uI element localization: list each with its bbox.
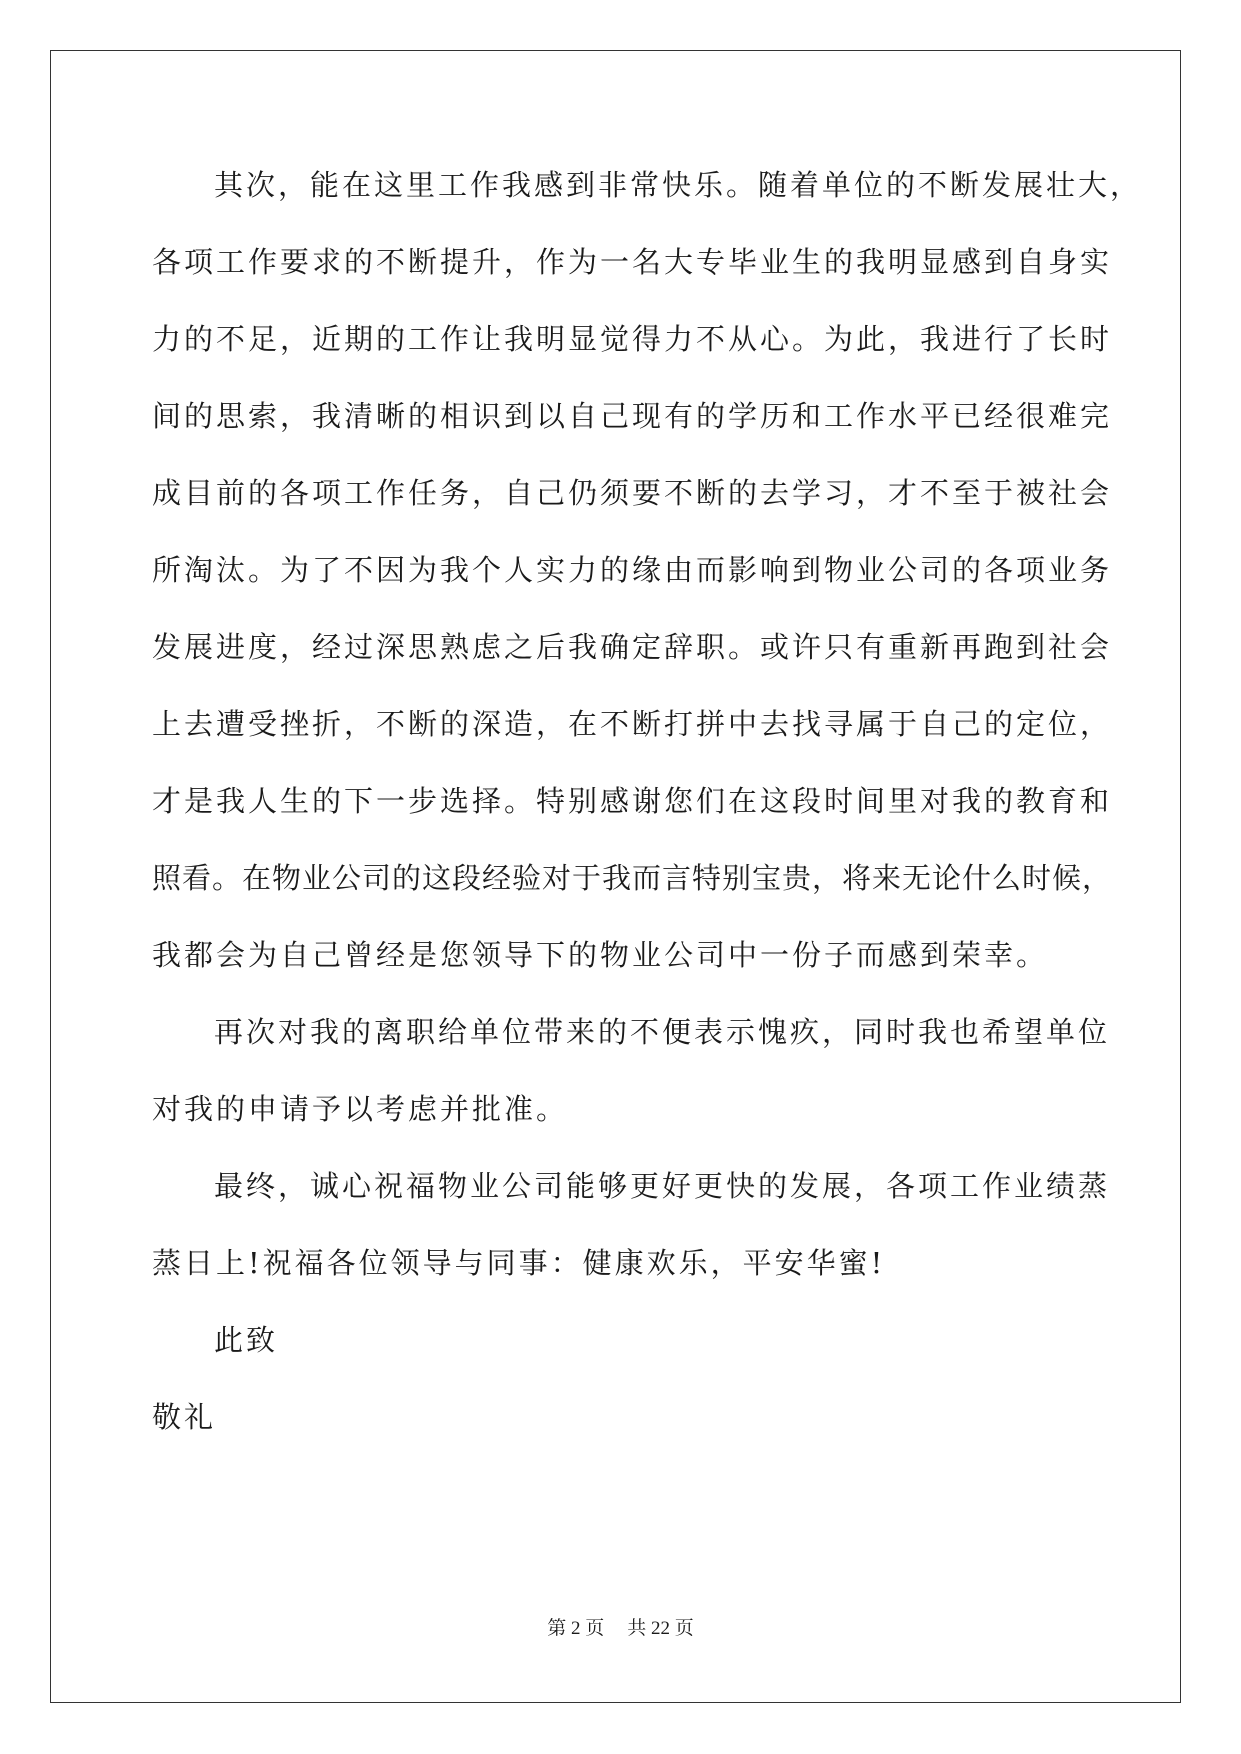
paragraph-line: 上去遭受挫折，不断的深造，在不断打拼中去找寻属于自己的定位， <box>152 707 1113 741</box>
paragraph-line: 其次，能在这里工作我感到非常快乐。随着单位的不断发展壮大， <box>214 168 1143 202</box>
paragraph-line: 再次对我的离职给单位带来的不便表示愧疚，同时我也希望单位 <box>214 1015 1111 1049</box>
paragraph-line: 我都会为自己曾经是您领导下的物业公司中一份子而感到荣幸。 <box>152 938 1049 972</box>
paragraph-line: 成目前的各项工作任务，自己仍须要不断的去学习，才不至于被社会 <box>152 476 1113 510</box>
paragraph-line: 蒸日上!祝福各位领导与同事：健康欢乐，平安华蜜! <box>152 1246 886 1280</box>
page-footer <box>0 1613 1241 1640</box>
paragraph-line: 间的思索，我清晰的相识到以自己现有的学历和工作水平已经很难完 <box>152 399 1113 433</box>
salutation-text: 敬礼 <box>152 1400 217 1434</box>
paragraph-line: 照看。在物业公司的这段经验对于我而言特别宝贵，将来无论什么时候， <box>152 861 1113 895</box>
paragraph-line: 所淘汰。为了不因为我个人实力的缘由而影响到物业公司的各项业务 <box>152 553 1113 587</box>
paragraph-line: 发展进度，经过深思熟虑之后我确定辞职。或许只有重新再跑到社会 <box>152 630 1113 664</box>
paragraph-line: 最终，诚心祝福物业公司能够更好更快的发展，各项工作业绩蒸 <box>214 1169 1111 1203</box>
page-number: 第 2 页 <box>547 1618 605 1639</box>
paragraph-line: 对我的申请予以考虑并批准。 <box>152 1092 569 1126</box>
paragraph-line: 力的不足，近期的工作让我明显觉得力不从心。为此，我进行了长时 <box>152 322 1113 356</box>
paragraph-line: 各项工作要求的不断提升，作为一名大专毕业生的我明显感到自身实 <box>152 245 1113 279</box>
total-pages: 共 22 页 <box>627 1618 694 1639</box>
paragraph-line: 才是我人生的下一步选择。特别感谢您们在这段时间里对我的教育和 <box>152 784 1113 818</box>
closing-text: 此致 <box>214 1323 279 1357</box>
